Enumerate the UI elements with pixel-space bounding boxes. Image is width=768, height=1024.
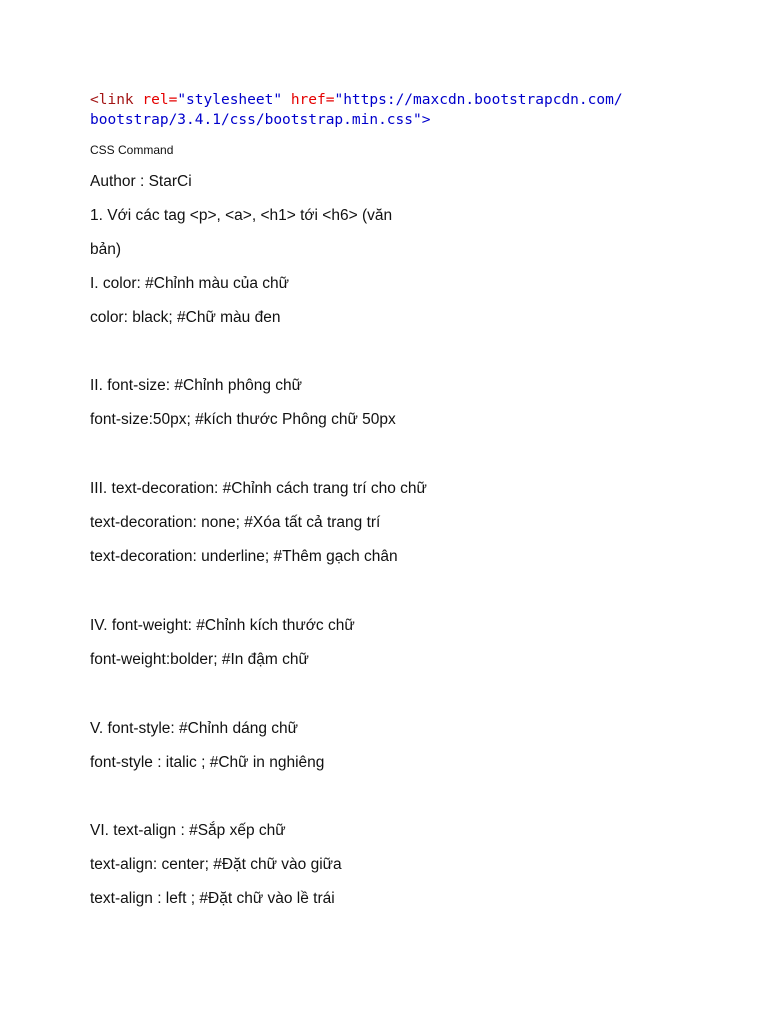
section-heading: V. font-style: #Chỉnh dáng chữ (90, 720, 298, 737)
text-line: font-weight:bolder; #In đậm chữ (90, 651, 309, 668)
section-heading: IV. font-weight: #Chỉnh kích thước chữ (90, 617, 355, 634)
text-line: color: black; #Chữ màu đen (90, 309, 281, 326)
code-href-attr: href= (290, 92, 335, 108)
code-rel-attr: rel= (142, 92, 178, 108)
text-line: bản) (90, 241, 122, 258)
section-heading: VI. text-align : #Sắp xếp chữ (90, 822, 286, 839)
text-line: text-decoration: underline; #Thêm gạch chân (90, 548, 398, 565)
text-line: text-align: center; #Đặt chữ vào giữa (90, 856, 342, 873)
link-stylesheet-code (90, 90, 623, 130)
text-line: 1. Với các tag <p>, <a>, <h1> tới <h6> (văn (90, 207, 393, 224)
text-line: font-style : italic ; #Chữ in nghiêng (90, 754, 325, 771)
text-line: font-size:50px; #kích thước Phông chữ 50px (90, 411, 396, 428)
section-heading: III. text-decoration: #Chỉnh cách trang trí cho chữ (90, 480, 427, 497)
code-href-value-1: "https://maxcdn.bootstrapcdn.com/ (334, 92, 623, 108)
author-line: Author : StarCi (90, 173, 192, 190)
code-tag-close: > (421, 112, 431, 128)
code-tag-open: <link (90, 92, 143, 108)
text-line: text-align : left ; #Đặt chữ vào lề trái (90, 890, 335, 907)
code-href-value-2: bootstrap/3.4.1/css/bootstrap.min.css" (90, 112, 422, 128)
section-heading: I. color: #Chỉnh màu của chữ (90, 275, 290, 292)
section-heading: II. font-size: #Chỉnh phông chữ (90, 377, 302, 394)
code-rel-value: "stylesheet" (177, 92, 291, 108)
doc-label: CSS Command (90, 143, 174, 157)
text-line: text-decoration: none; #Xóa tất cả trang trí (90, 514, 381, 531)
